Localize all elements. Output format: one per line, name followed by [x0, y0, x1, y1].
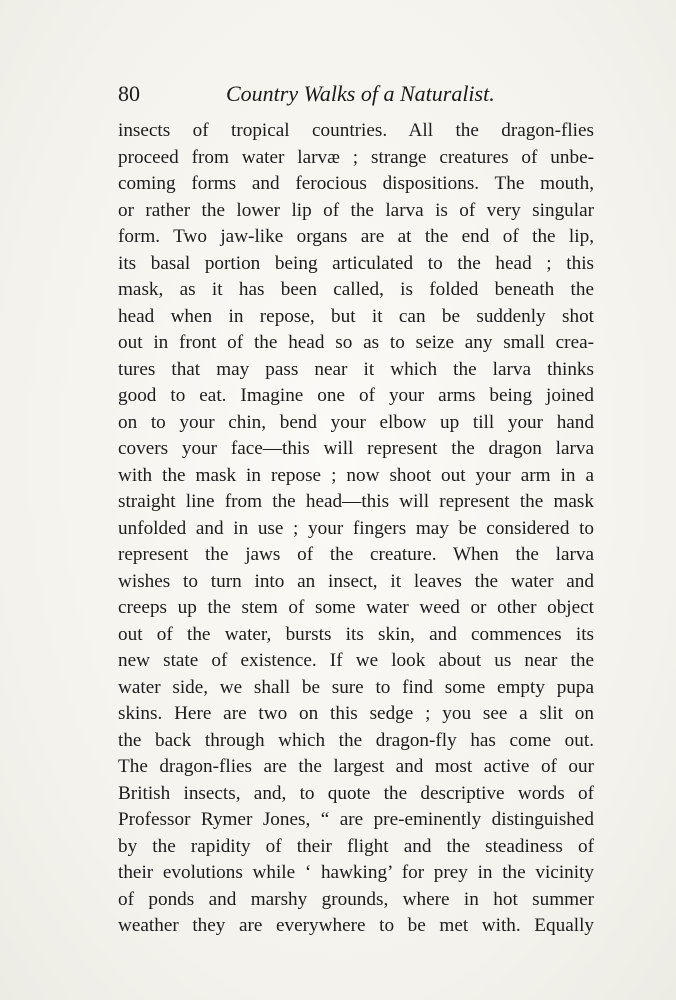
body-text [118, 118, 594, 940]
text-line: of ponds and marshy grounds, where in hot summer [118, 888, 594, 910]
text-line: with the mask in repose ; now shoot out your arm in a [118, 464, 594, 486]
text-line: on to your chin, bend your elbow up till your hand [118, 411, 594, 433]
page-header [118, 80, 598, 108]
text-line: skins. Here are two on this sedge ; you see a slit on [118, 703, 594, 724]
text-line: form. Two jaw-like organs are at the end of the lip, [118, 226, 594, 247]
text-line: unfolded and in use ; your fingers may be considered to [118, 517, 594, 539]
text-line: Professor Rymer Jones, “ are pre-eminently distinguished [118, 809, 594, 830]
text-line: covers your face—this will represent the dragon larva [118, 438, 594, 459]
text-line: the back through which the dragon-fly has come out. [118, 729, 594, 751]
text-line: their evolutions while ‘ hawking’ for prey in the vicinity [118, 862, 594, 883]
text-line: coming forms and ferocious dispositions. The mouth, [118, 173, 594, 194]
text-line: its basal portion being articulated to the head ; this [118, 252, 594, 274]
text-line: tures that may pass near it which the larva thinks [118, 358, 594, 380]
text-line: mask, as it has been called, is folded beneath the [118, 279, 594, 300]
text-line: represent the jaws of the creature. When the larva [118, 544, 594, 565]
text-line: straight line from the head—this will represent the mask [118, 491, 594, 512]
text-line: water side, we shall be sure to find some empty pupa [118, 676, 594, 698]
text-line: by the rapidity of their flight and the steadiness of [118, 835, 594, 857]
text-line: proceed from water larvæ ; strange creatures of unbe- [118, 146, 594, 168]
text-line: creeps up the stem of some water weed or other object [118, 597, 594, 618]
text-line: new state of existence. If we look about us near the [118, 650, 594, 671]
text-line: The dragon-flies are the largest and most active of our [118, 756, 594, 777]
text-line: good to eat. Imagine one of your arms being joined [118, 385, 594, 406]
text-line: head when in repose, but it can be suddenly shot [118, 305, 594, 327]
text-line: out of the water, bursts its skin, and commences its [118, 623, 594, 645]
running-head: Country Walks of a Naturalist. [226, 81, 495, 106]
page-number: 80 [118, 81, 140, 106]
text-line: insects of tropical countries. All the dragon-flies [118, 120, 594, 141]
text-line: wishes to turn into an insect, it leaves the water and [118, 570, 594, 592]
text-line: weather they are everywhere to be met with. Equally [118, 915, 594, 936]
text-line: British insects, and, to quote the descriptive words of [118, 782, 594, 804]
text-line: out in front of the head so as to seize any small crea- [118, 332, 594, 353]
text-line: or rather the lower lip of the larva is of very singular [118, 199, 594, 221]
